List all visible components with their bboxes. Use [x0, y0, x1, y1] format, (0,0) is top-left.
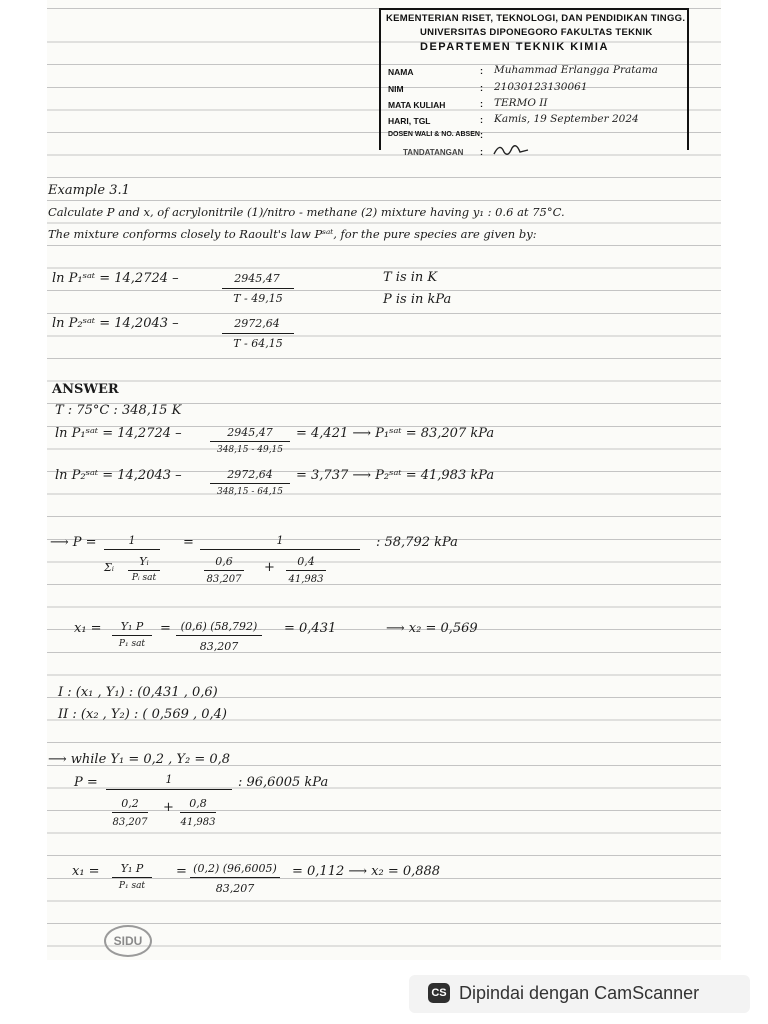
term2-numerator: 0,4: [297, 555, 315, 568]
problem-line-2: The mixture conforms closely to Raoult's law Pˢᵃᵗ, for the pure species are given by:: [48, 227, 537, 241]
eq1-numerator: 2945,47: [234, 272, 280, 285]
colon: :: [480, 66, 483, 76]
pressure-num-1: 1: [128, 534, 136, 547]
plus-sign: +: [264, 560, 275, 575]
dosen-label: DOSEN WALI & NO. ABSEN: [388, 131, 480, 138]
sum-symbol: Σᵢ: [104, 561, 114, 574]
x1-lhs: x₁ =: [74, 621, 102, 636]
pressure-num-2: 1: [276, 534, 284, 547]
signature: [492, 140, 532, 160]
term1-bar: [204, 570, 244, 571]
pressure-equals: =: [183, 535, 194, 550]
pressure-result: : 58,792 kPa: [376, 535, 458, 550]
xb-bar-2: [190, 877, 280, 878]
sum-term-bar: [128, 570, 160, 571]
xb-result: = 0,112 ⟶ x₂ = 0,888: [292, 864, 441, 879]
pb-term1-bar: [112, 812, 148, 813]
sum-term-numerator: Yᵢ: [139, 555, 149, 568]
answer-label: ANSWER: [52, 382, 119, 397]
pb-lhs: P =: [74, 775, 98, 790]
x1-denominator-2: 83,207: [199, 640, 239, 653]
pb-term1-denominator: 83,207: [112, 817, 148, 828]
colon: :: [480, 130, 483, 140]
camscanner-watermark: [409, 975, 750, 1013]
xb-equals: =: [176, 864, 187, 879]
xb-bar-1: [112, 877, 152, 878]
eq2-numerator: 2972,64: [234, 317, 280, 330]
term2-bar: [286, 570, 326, 571]
while-line: ⟶ while Y₁ = 0,2 , Y₂ = 0,8: [48, 752, 231, 767]
eq1-lhs: ln P₁ˢᵃᵗ = 14,2724 –: [52, 271, 179, 286]
sum-term-denominator: Pᵢ sat: [131, 573, 157, 583]
pb-result: : 96,6005 kPa: [238, 775, 329, 790]
nama-value: Muhammad Erlangga Pratama: [494, 64, 658, 76]
p1sat-lhs: ln P₁ˢᵃᵗ = 14,2724 –: [55, 426, 182, 441]
university-line: UNIVERSITAS DIPONEGORO FAKULTAS TEKNIK: [420, 27, 653, 38]
unit-pressure: P is in kPa: [383, 292, 452, 307]
hari-label: HARI, TGL: [388, 116, 431, 126]
point-two: II : (x₂ , Y₂) : ( 0,569 , 0,4): [58, 707, 227, 722]
unit-temperature: T is in K: [383, 270, 438, 285]
term1-denominator: 83,207: [206, 574, 242, 585]
x1-numerator-2: (0,6) (58,792): [180, 620, 258, 633]
example-title: Example 3.1: [48, 183, 130, 198]
camscanner-icon: CS: [428, 983, 450, 1003]
nama-label: NAMA: [388, 67, 414, 77]
pressure-bar-1: [104, 549, 160, 550]
tandatangan-label: TANDATANGAN: [403, 148, 464, 157]
p2sat-result: = 3,737 ⟶ P₂ˢᵃᵗ = 41,983 kPa: [296, 468, 495, 483]
hari-value: Kamis, 19 September 2024: [494, 113, 639, 125]
nim-value: 21030123130061: [494, 81, 588, 93]
colon: :: [480, 83, 483, 93]
pb-numerator: 1: [165, 773, 173, 786]
x1-equals: =: [160, 621, 171, 636]
eq2-lhs: ln P₂ˢᵃᵗ = 14,2043 –: [52, 316, 179, 331]
term1-numerator: 0,6: [215, 555, 233, 568]
p1sat-fraction-bar: [210, 441, 290, 442]
x1-bar-1: [112, 635, 152, 636]
ministry-line: KEMENTERIAN RISET, TEKNOLOGI, DAN PENDIDIKAN TINGG.: [386, 13, 686, 24]
p1sat-numerator: 2945,47: [227, 426, 273, 439]
pb-term1-numerator: 0,2: [121, 797, 139, 810]
colon: :: [480, 115, 483, 125]
x1-bar-2: [176, 635, 262, 636]
x1-result: = 0,431: [284, 621, 337, 636]
point-one: I : (x₁ , Y₁) : (0,431 , 0,6): [58, 685, 218, 700]
mata-kuliah-value: TERMO II: [494, 97, 548, 109]
xb-numerator-1: Y₁ P: [120, 862, 144, 875]
department-line: DEPARTEMEN TEKNIK KIMIA: [420, 41, 609, 53]
notebook-logo: SIDU: [104, 925, 152, 957]
problem-line-1: Calculate P and x, of acrylonitrile (1)/nitro - methane (2) mixture having y₁ : 0.6 at 75°C.: [48, 205, 565, 219]
x1-denominator-1: P₁ sat: [118, 639, 146, 649]
pb-plus: +: [163, 800, 174, 815]
xb-lhs: x₁ =: [72, 864, 100, 879]
p2sat-lhs: ln P₂ˢᵃᵗ = 14,2043 –: [55, 468, 182, 483]
eq1-fraction-bar: [222, 288, 294, 289]
pressure-bar-2: [200, 549, 360, 550]
temperature-line: T : 75°C : 348,15 K: [55, 403, 182, 418]
xb-denominator-2: 83,207: [215, 882, 255, 895]
x2-result: ⟶ x₂ = 0,569: [386, 621, 478, 636]
x1-numerator-1: Y₁ P: [120, 620, 144, 633]
p1sat-denominator: 348,15 - 49,15: [216, 445, 284, 455]
nim-label: NIM: [388, 84, 404, 94]
p2sat-numerator: 2972,64: [227, 468, 273, 481]
xb-numerator-2: (0,2) (96,6005): [193, 862, 277, 875]
p1sat-result: = 4,421 ⟶ P₁ˢᵃᵗ = 83,207 kPa: [296, 426, 495, 441]
pb-bar: [106, 789, 232, 790]
pb-term2-numerator: 0,8: [189, 797, 207, 810]
term2-denominator: 41,983: [288, 574, 324, 585]
eq1-denominator: T - 49,15: [233, 292, 283, 305]
xb-denominator-1: P₁ sat: [118, 881, 146, 891]
colon: :: [480, 99, 483, 109]
p2sat-fraction-bar: [210, 483, 290, 484]
pb-term2-denominator: 41,983: [180, 817, 216, 828]
eq2-denominator: T - 64,15: [233, 337, 283, 350]
p2sat-denominator: 348,15 - 64,15: [216, 487, 284, 497]
pressure-lhs: ⟶ P =: [50, 535, 97, 550]
eq2-fraction-bar: [222, 333, 294, 334]
pb-term2-bar: [180, 812, 216, 813]
mata-kuliah-label: MATA KULIAH: [388, 100, 446, 110]
colon: :: [480, 147, 483, 157]
camscanner-text: Dipindai dengan CamScanner: [459, 983, 700, 1003]
